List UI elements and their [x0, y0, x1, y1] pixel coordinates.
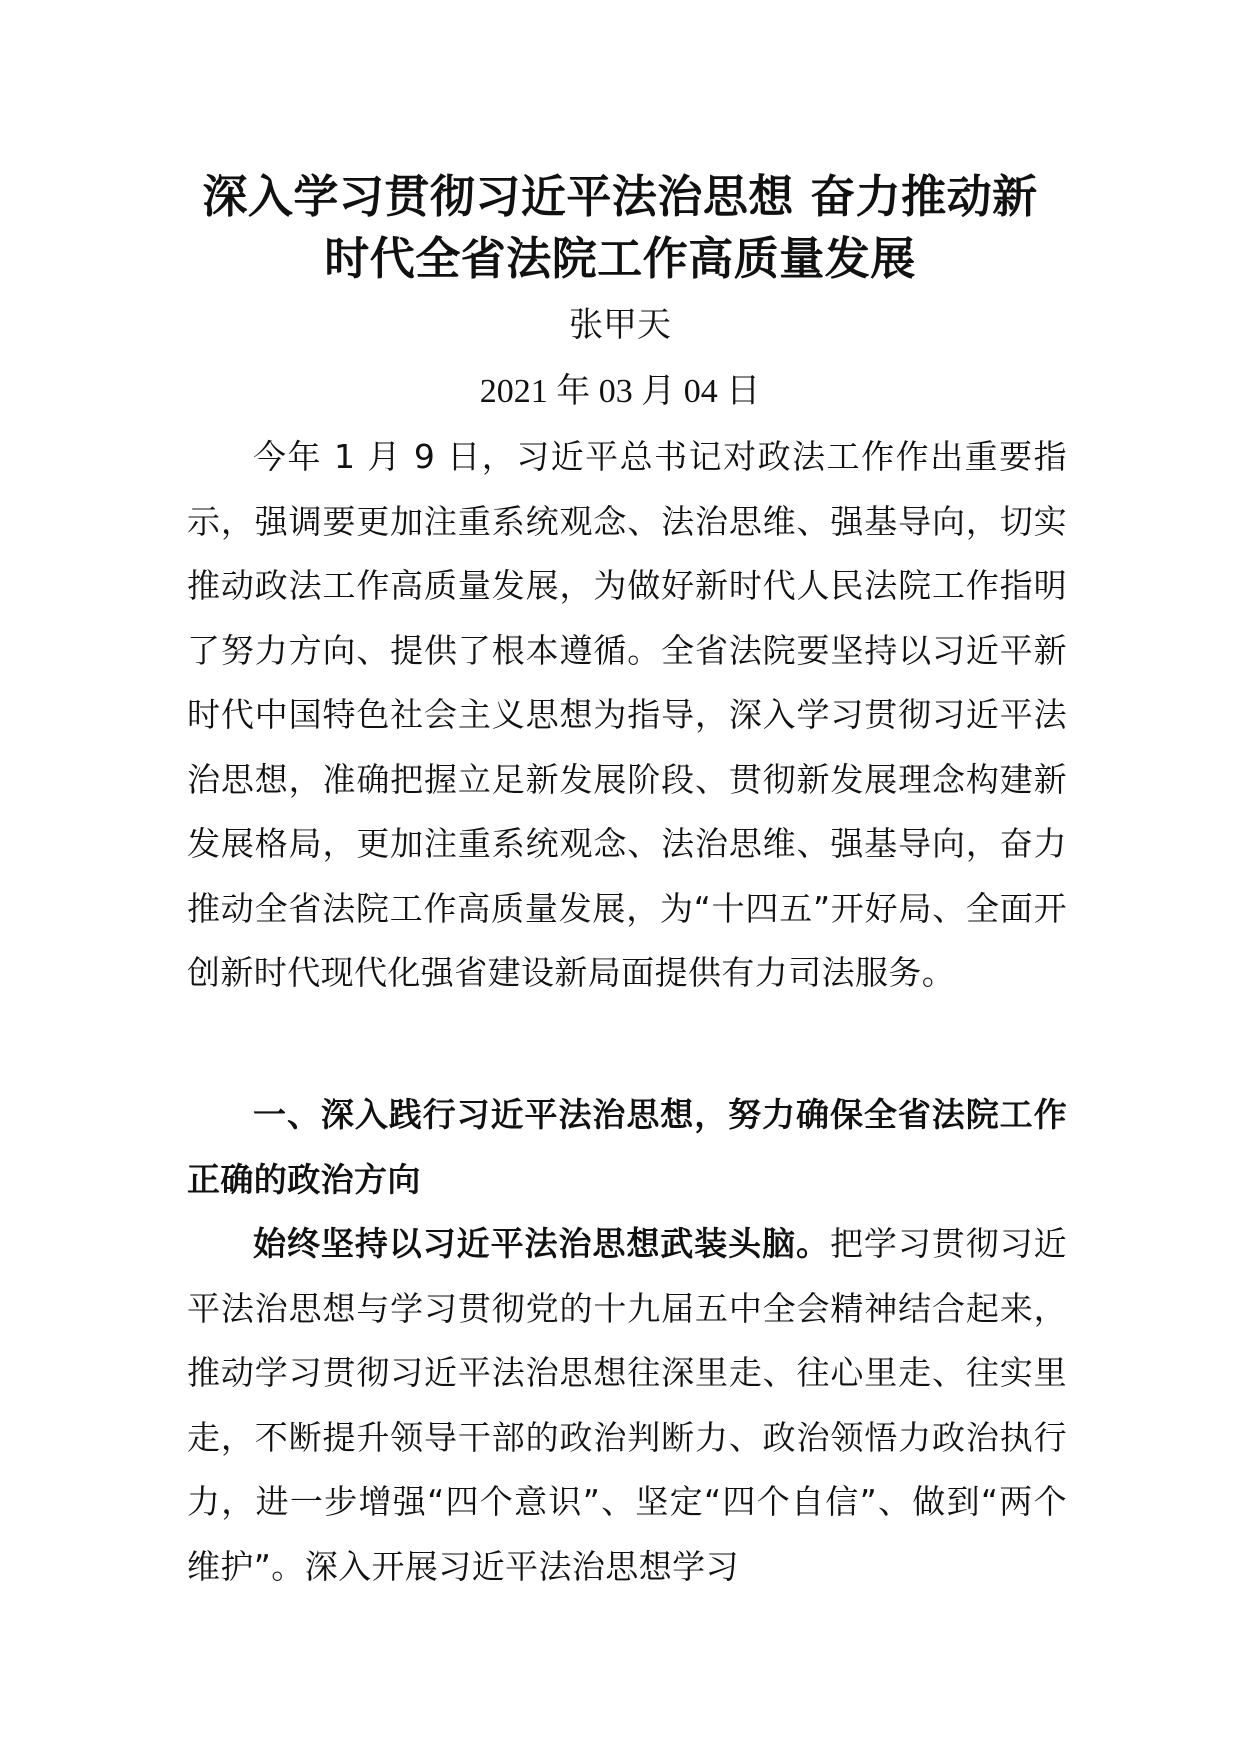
body-paragraph-2 [187, 1212, 1067, 1599]
document-title-line-2: 时代全省法院工作高质量发展 [324, 232, 916, 285]
document-title-line-1: 深入学习贯彻习近平法治思想 奋力推动新 [202, 170, 1038, 223]
body-paragraph-1: 今年 1 月 9 日，习近平总书记对政法工作作出重要指示，强调要更加注重系统观念、法治思维、强基导向，切实推动政法工作高质量发展，为做好新时代人民法院工作指明了努力方向、提供了根本遵循。全省法院要坚持以习近平新时代中国特色社会主义思想为指导，深入学习贯彻习近平法治思想，准确把握立足新发展阶段、贯彻新发展理念构建新发展格局，更加注重系统观念、法治思维、强基导向，奋力推动全省法院工作高质量发展，为“十四五”开好局、全面开创新时代现代化强省建设新局面提供有力司法服务。 [187, 437, 1067, 992]
paragraph-lead-sentence: 始终坚持以习近平法治思想武装头脑。 [253, 1224, 830, 1263]
paragraph-body-text: 把学习贯彻习近平法治思想与学习贯彻党的十九届五中全会精神结合起来，推动学习贯彻习近平法治思想往深里走、往心里走、往实里走，不断提升领导干部的政治判断力、政治领悟力政治执行力，进一步增强“四个意识”、坚定“四个自信”、做到“两个维护”。深入开展习近平法治思想学习 [187, 1224, 1067, 1586]
publish-date: 2021 年 03 月 04 日 [479, 373, 761, 410]
section-heading-1: 一、深入践行习近平法治思想，努力确保全省法院工作正确的政治方向 [187, 1095, 1067, 1199]
author-name: 张甲天 [569, 305, 671, 345]
